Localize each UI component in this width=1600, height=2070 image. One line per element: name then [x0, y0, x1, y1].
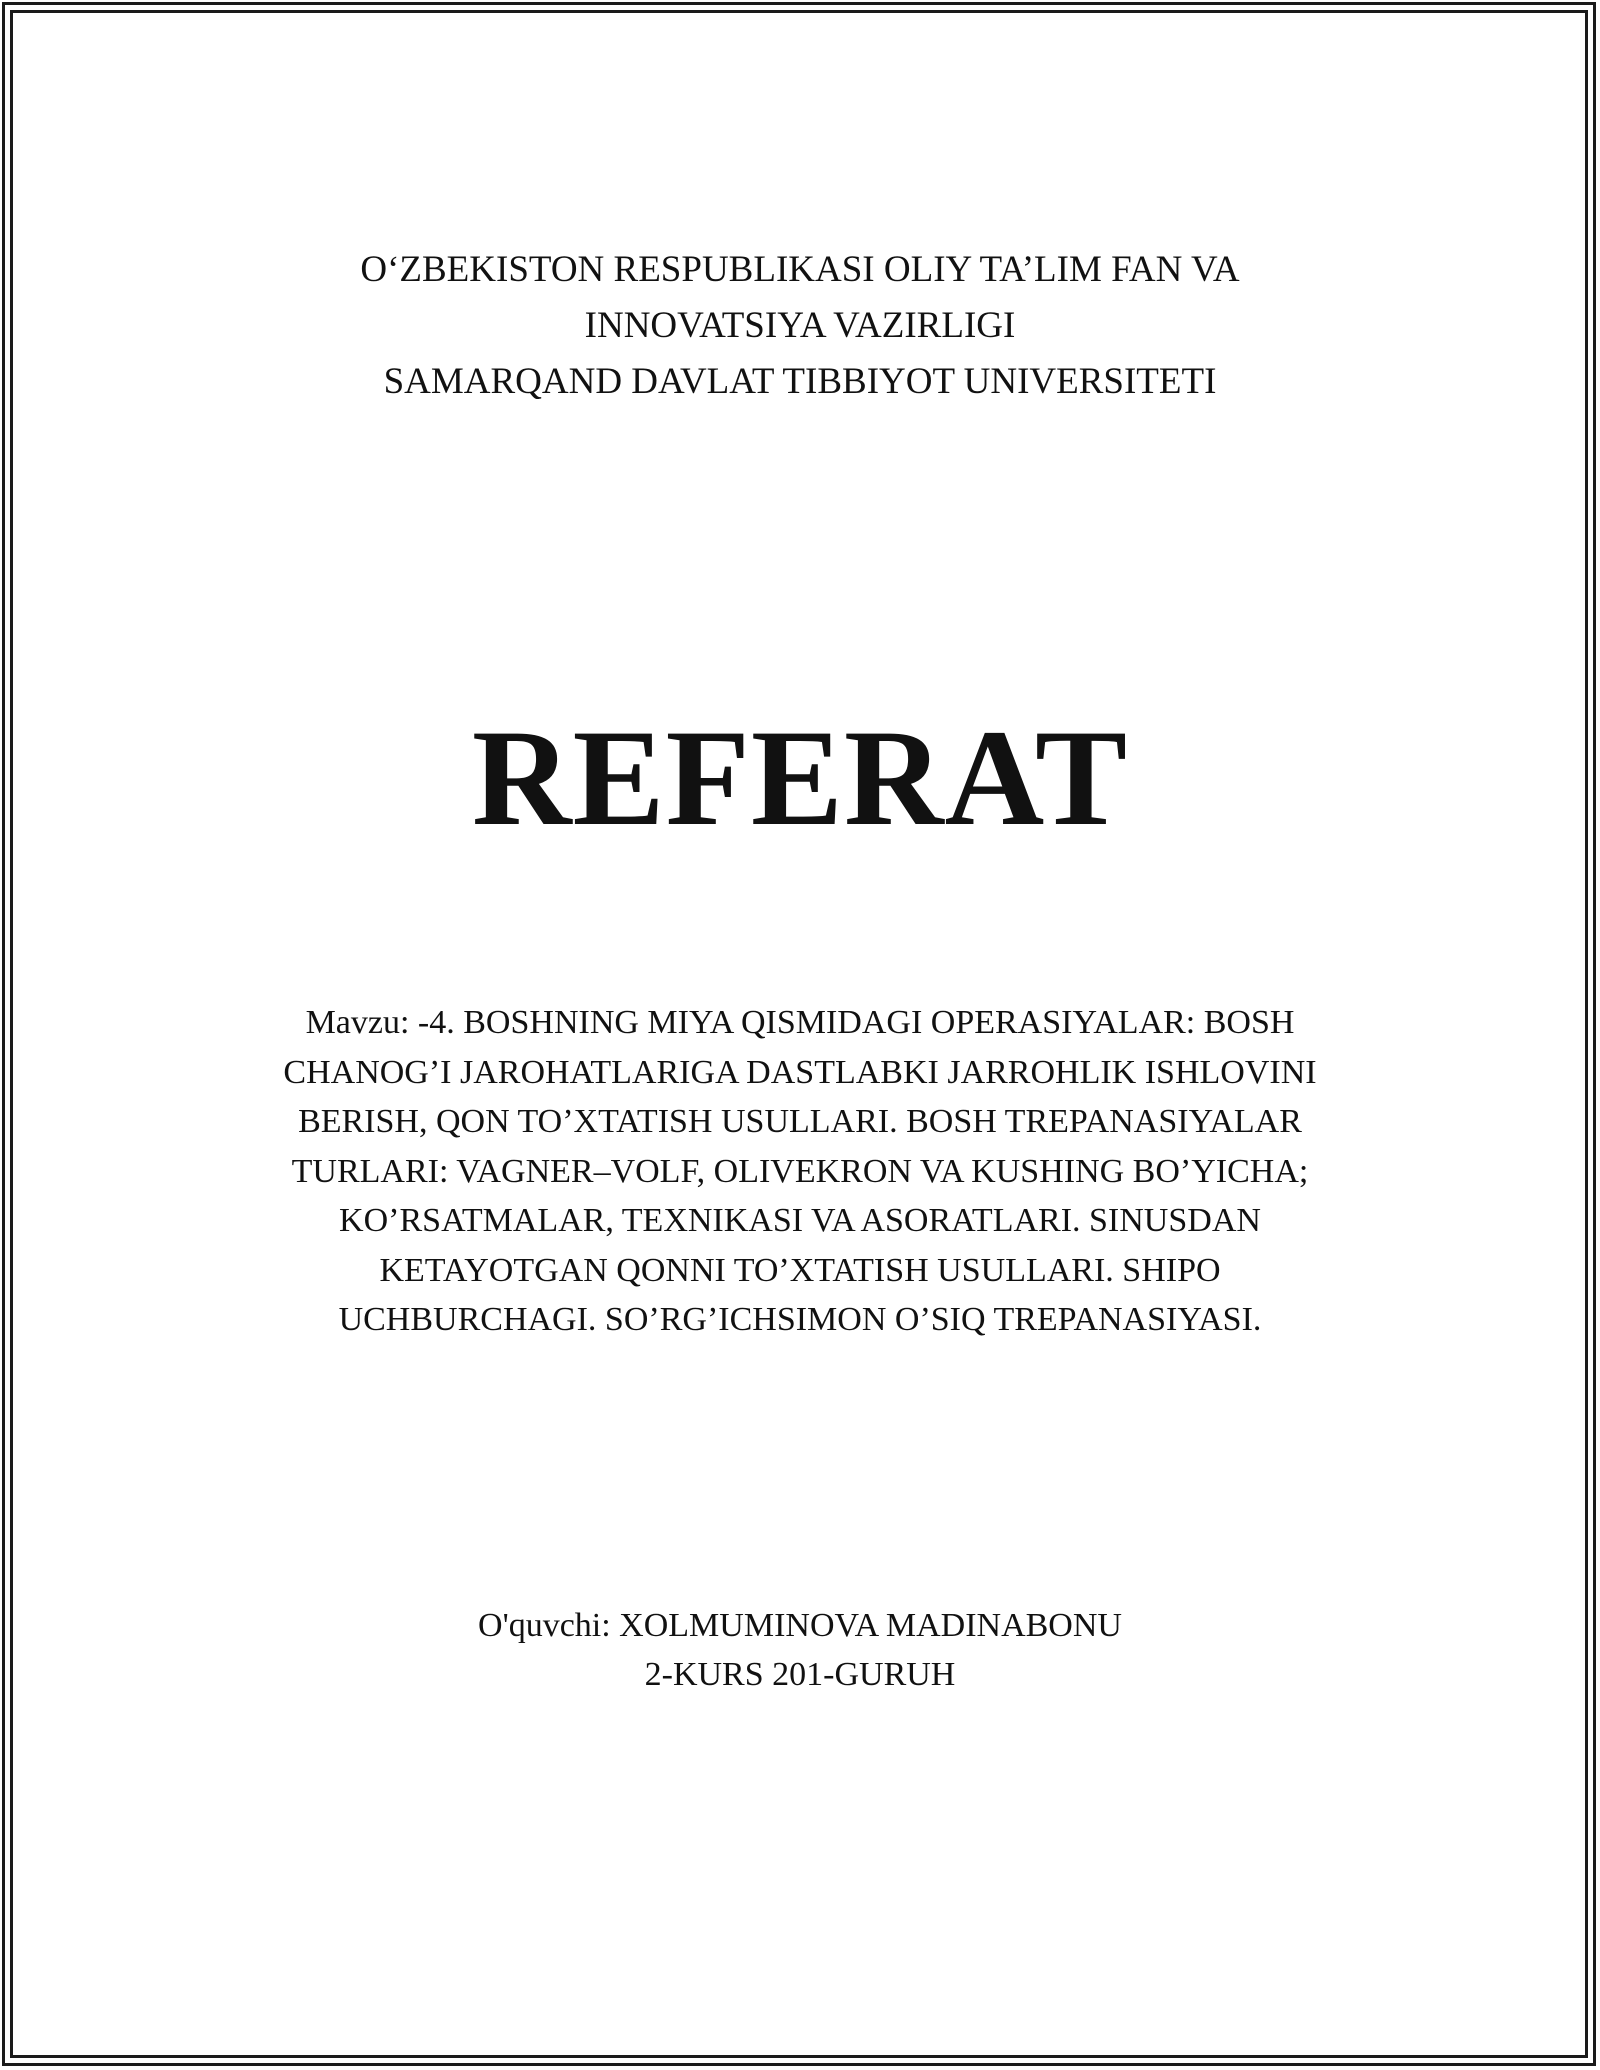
- topic-line: TURLARI: VAGNER–VOLF, OLIVEKRON VA KUSHING BO’YICHA;: [291, 1152, 1309, 1190]
- topic-line: KETAYOTGAN QONNI TO’XTATISH USULLARI. SHIPO: [379, 1251, 1221, 1289]
- header-line-university: SAMARQAND DAVLAT TIBBIYOT UNIVERSITETI: [383, 361, 1217, 402]
- topic-line: BERISH, QON TO’XTATISH USULLARI. BOSH TREPANASIYALAR: [298, 1103, 1302, 1140]
- topic-line: CHANOG’I JAROHATLARIGA DASTLABKI JARROHLIK ISHLOVINI: [283, 1053, 1317, 1091]
- document-title: REFERAT: [471, 701, 1129, 854]
- student-info: [0, 1601, 1600, 1699]
- student-group: 2-KURS 201-GURUH: [644, 1656, 956, 1693]
- header-line-ministry-cont: INNOVATSIYA VAZIRLIGI: [584, 305, 1016, 346]
- topic-line: KO’RSATMALAR, TEXNIKASI VA ASORATLARI. SINUSDAN: [339, 1202, 1261, 1239]
- header-line-ministry: O‘ZBEKISTON RESPUBLIKASI OLIY TA’LIM FAN VA: [360, 249, 1240, 290]
- institution-header: [0, 242, 1600, 410]
- student-name: O'quvchi: XOLMUMINOVA MADINABONU: [478, 1607, 1122, 1644]
- topic-paragraph: [230, 998, 1370, 1345]
- topic-line: UCHBURCHAGI. SO’RG’ICHSIMON O’SIQ TREPANASIYASI.: [338, 1301, 1262, 1338]
- topic-line: Mavzu: -4. BOSHNING MIYA QISMIDAGI OPERASIYALAR: BOSH: [305, 1004, 1295, 1041]
